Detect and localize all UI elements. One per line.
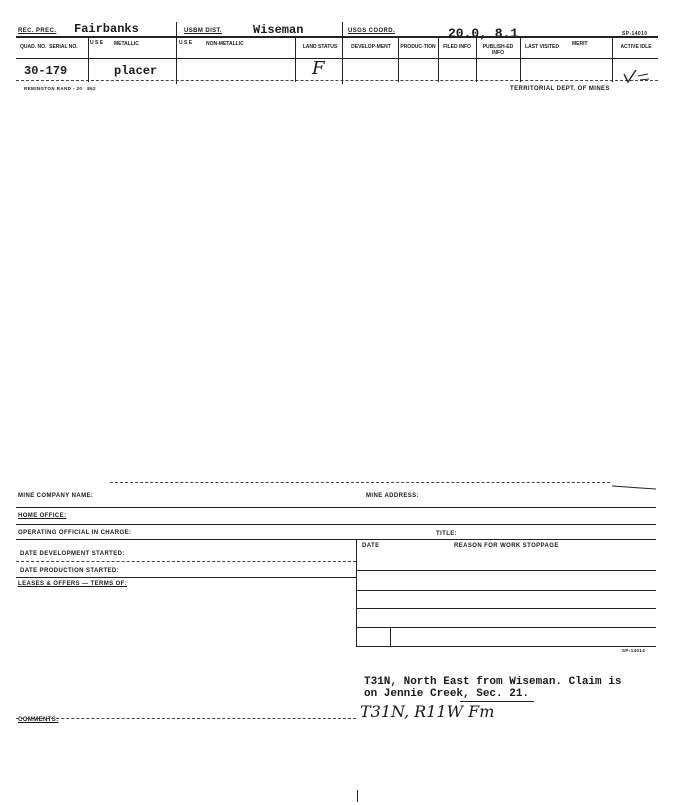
mine-company-name-label: MINE COMPANY NAME: [18, 493, 94, 499]
corner-stroke [612, 485, 656, 489]
row-rule [16, 80, 658, 81]
usgs-coord-label: USGS COORD. [348, 28, 396, 34]
form-rule [16, 539, 656, 540]
divider [342, 22, 343, 84]
col-quad-serial [20, 44, 82, 50]
leases-label: LEASES & OFFERS — TERMS OF: [18, 581, 128, 587]
date-development-label: DATE DEVELOPMENT STARTED: [20, 551, 125, 557]
col-filed-info: FILED INFO [443, 44, 471, 50]
title-label: TITLE: [436, 531, 458, 537]
reason-column-header: REASON FOR WORK STOPPAGE [454, 543, 559, 549]
table-rule [356, 646, 656, 647]
date-column-header: DATE [362, 543, 380, 549]
date-production-label: DATE PRODUCTION STARTED: [20, 568, 120, 574]
row-land-status: F [312, 58, 325, 79]
usbm-dist-label: USBM DIST. [184, 28, 223, 34]
col-use-left: U S E [90, 40, 104, 46]
operating-official-label: OPERATING OFFICIAL IN CHARGE: [18, 530, 132, 536]
divider [438, 38, 439, 82]
form-rule [16, 507, 656, 508]
printer-number: 862 [87, 86, 96, 91]
margin-mark [357, 790, 358, 802]
form-rule [16, 718, 356, 719]
divider [398, 38, 399, 82]
col-production: PRODUC-TION [400, 44, 436, 50]
table-border [390, 627, 391, 646]
table-rule [356, 627, 656, 628]
handwritten-note: T31N, R11W Fm [360, 702, 495, 721]
col-development: DEVELOP-MENT [351, 44, 391, 50]
printer-text: REMINGTON RAND - 20 [24, 86, 83, 91]
form-code: SP-14010 [622, 31, 648, 37]
printer-label [24, 86, 96, 91]
form-rule [16, 561, 356, 562]
usgs-coord-value: 20.0, 8.1 [448, 26, 519, 41]
col-active-idle: ACTIVE IDLE [620, 44, 652, 50]
home-office-label: HOME OFFICE: [18, 513, 67, 519]
rec-prec-value: Fairbanks [74, 22, 139, 36]
header-rule [16, 36, 658, 38]
column-rule [16, 58, 658, 59]
top-dashed-rule [110, 482, 610, 483]
col-land-status: LAND STATUS [302, 44, 338, 50]
form-rule [16, 577, 356, 578]
divider [88, 38, 89, 82]
typed-note-line-1: T31N, North East from Wiseman. Claim is [364, 676, 622, 688]
table-border [356, 539, 357, 647]
row-quad-serial: 30-179 [24, 64, 68, 78]
divider [176, 22, 177, 84]
form-code-2: SP-14014 [622, 648, 646, 653]
table-rule [356, 570, 656, 571]
divider [520, 38, 521, 82]
col-use-mid: U S E [179, 40, 193, 46]
form-rule [16, 524, 656, 525]
typed-note-line-2: on Jennie Creek, Sec. 21. [364, 688, 530, 700]
col-published-info: PUBLISH-ED INFO [482, 44, 514, 56]
comments-label: COMMENTS: [18, 717, 59, 723]
divider [612, 38, 613, 82]
row-metallic: placer [114, 64, 158, 78]
col-serial-no: SERIAL NO. [49, 44, 78, 50]
col-metallic: METALLIC [114, 41, 139, 47]
table-rule [356, 590, 656, 591]
col-quad-no: QUAD. NO. [20, 44, 47, 50]
rec-prec-label: REC. PREC. [18, 28, 57, 34]
col-non-metallic: NON-METALLIC [206, 41, 244, 47]
usbm-dist-value: Wiseman [253, 23, 304, 37]
mine-address-label: MINE ADDRESS: [366, 493, 419, 499]
divider [295, 38, 296, 82]
table-rule [356, 608, 656, 609]
check-mark-icon [622, 66, 652, 86]
col-merit: MERIT [572, 41, 588, 47]
col-last-visited: LAST VISITED [525, 44, 559, 50]
divider [476, 38, 477, 82]
department-label: TERRITORIAL DEPT. OF MINES [510, 86, 610, 92]
